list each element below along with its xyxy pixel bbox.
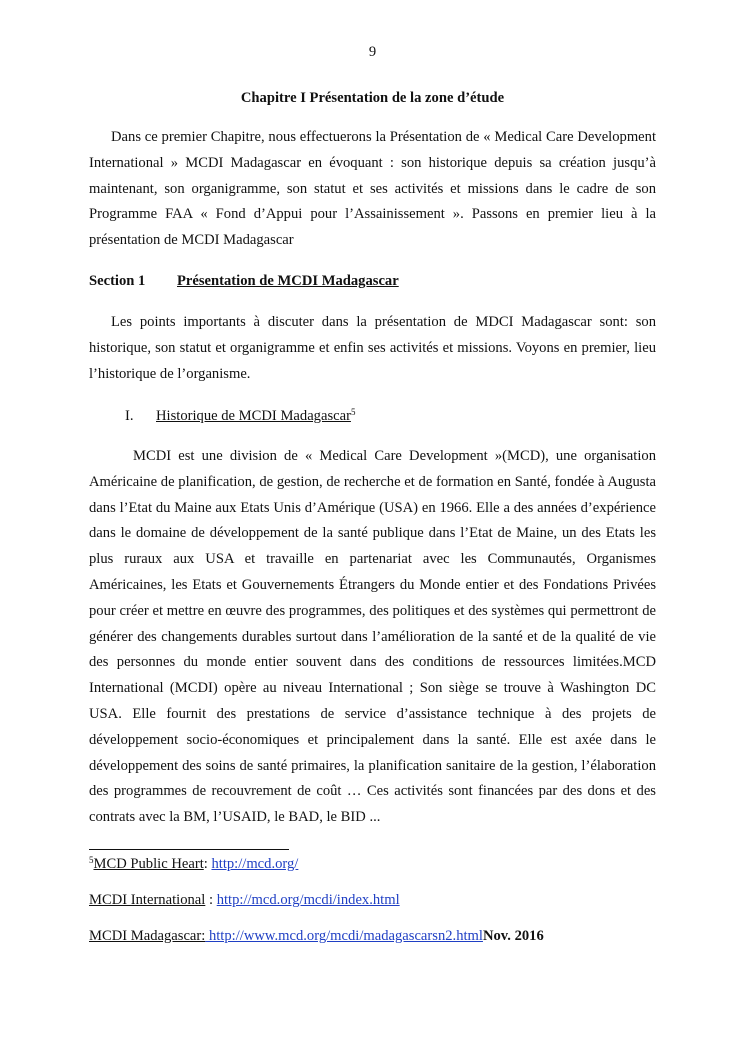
- footnote-separator-colon: :: [203, 856, 212, 872]
- subsection-heading: [125, 408, 355, 425]
- footnote-label-mcdi: MCDI International: [89, 892, 206, 908]
- footnote-separator: [89, 849, 289, 850]
- section-paragraph: Les points importants à discuter dans la présentation de MDCI Madagascar sont: son historique, son statut et organigramme et enfin ses activités et missions. Voyons en premier, lieu l’historique de l’organisme.: [89, 314, 656, 382]
- intro-paragraph: Dans ce premier Chapitre, nous effectuerons la Présentation de « Medical Care Development International » MCDI Madagascar en évoquant : son historique depuis sa création jusqu’à maintenant, son organigramme, son statut et ses activités et missions dans le cadre de son Programme FAA « Fond d’Appui pour l’Assainissement ». Passons en premier lieu à la présentation de MCDI Madagascar: [89, 129, 656, 249]
- section-heading: [89, 273, 399, 290]
- footnote-separator-colon: :: [205, 892, 217, 908]
- section-number: Section 1: [89, 273, 146, 289]
- link-mcd[interactable]: http://mcd.org/: [211, 856, 299, 872]
- footnote-line-1: [89, 856, 298, 873]
- footnote-reference[interactable]: 5: [350, 407, 356, 417]
- link-mcdi-madagascar[interactable]: http://www.mcd.org/mcdi/madagascarsn2.html: [205, 928, 483, 944]
- history-paragraph: MCDI est une division de « Medical Care Development »(MCD), une organisation Américaine de planification, de gestion, de recherche et de formation en Santé, fondée à Augusta dans l’Etat du Maine aux Etats Unis d’Amérique (USA) en 1966. Elle a des années d’expérience dans le domaine de développement de la santé publique dans l’Etat de Maine, un des Etats les plus ruraux aux USA et travaille en partenariat avec les Communautés, Organismes Américaines, les Etats et Gouvernements Étrangers du Monde entier et des Fondations Privées pour créer et mettre en œuvre des programmes, des politiques et des systèmes qui permettront de générer des changements durables surtout dans l’amélioration de la santé et de la qualité de vie des personnes du monde entier souvent dans des conditions de ressources limitées.MCD International (MCDI) opère au niveau International ; Son siège se trouve à Washington DC USA. Elle fournit des prestations de service d’assistance technique à des projets de développement socio-économiques et principalement dans la santé. Elle est axée dans le développement des soins de santé primaires, la planification sanitaire de la gestion, l’élaboration des programmes de recouvrement de coût … Ces activités sont financées par des dons et des contrats avec la BM, l’USAID, le BAD, le BID ...: [89, 448, 656, 826]
- footnote-label-mcd: MCD Public Heart: [93, 856, 204, 872]
- footnote-marker: 5: [89, 855, 94, 865]
- page-number: 9: [368, 44, 377, 60]
- subsection-title: Historique de MCDI Madagascar: [156, 408, 351, 424]
- chapter-title: Chapitre I Présentation de la zone d’étude: [240, 90, 505, 106]
- footnote-date: Nov. 2016: [482, 928, 544, 944]
- footnote-label-mcdi-madagascar: MCDI Madagascar:: [89, 928, 206, 944]
- section-title: Présentation de MCDI Madagascar: [177, 273, 399, 289]
- footnote-line-2: [89, 892, 400, 909]
- footnote-line-3: [89, 928, 544, 945]
- subsection-numeral: I.: [125, 408, 134, 424]
- link-mcdi[interactable]: http://mcd.org/mcdi/index.html: [216, 892, 400, 908]
